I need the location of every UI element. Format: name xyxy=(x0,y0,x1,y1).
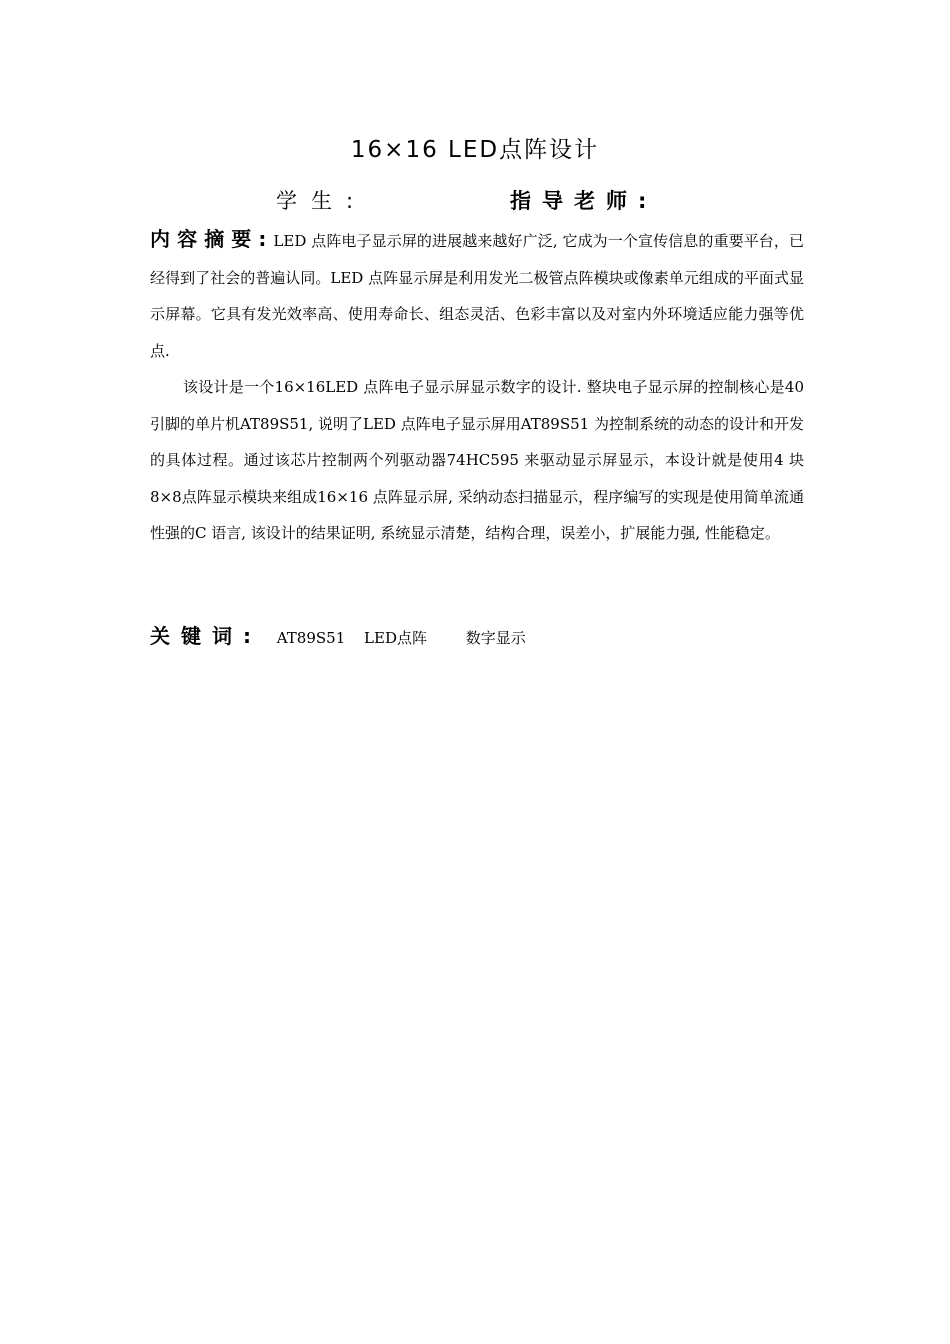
abstract-text-1: LED 点阵电子显示屏的进展越来越好广泛, 它成为一个宣传信息的重要平台，已经得到了社会的普遍认同。LED 点阵显示屏是利用发光二极管点阵模块或像素单元组成的平面式显示屏幕。它具有发光效率高、使用寿命长、组态灵活、色彩丰富以及对室内外环境适应能力强等优点. xyxy=(150,232,804,360)
abstract-paragraph-1 xyxy=(150,221,804,369)
author-row xyxy=(0,185,950,217)
page-title: 16×16 LED点阵设计 xyxy=(350,137,600,163)
abstract-section xyxy=(150,221,804,552)
keyword-item: LED点阵 xyxy=(364,629,427,647)
abstract-label: 内容摘要: xyxy=(150,227,274,251)
abstract-paragraph-2: 该设计是一个16×16LED 点阵电子显示屏显示数字的设计. 整块电子显示屏的控制核心是40引脚的单片机AT89S51, 说明了LED 点阵电子显示屏用AT89S51 为控制系统的动态的设计和开发的具体过程。通过该芯片控制两个列驱动器74HC595 来驱动显示屏显示，本设计就是使用4 块8×8点阵显示模块来组成16×16 点阵显示屏, 采纳动态扫描显示，程序编写的实现是使用简单流通性强的C 语言, 该设计的结果证明, 系统显示清楚，结构合理，误差小，扩展能力强, 性能稳定。 xyxy=(150,378,804,542)
student-label: 学生: xyxy=(276,189,368,213)
keyword-item: 数字显示 xyxy=(465,629,526,647)
keyword-item: AT89S51 xyxy=(276,629,346,647)
advisor-label: 指导老师: xyxy=(510,189,658,213)
keywords-label: 关键词: xyxy=(150,624,262,648)
keywords-section xyxy=(150,618,540,656)
